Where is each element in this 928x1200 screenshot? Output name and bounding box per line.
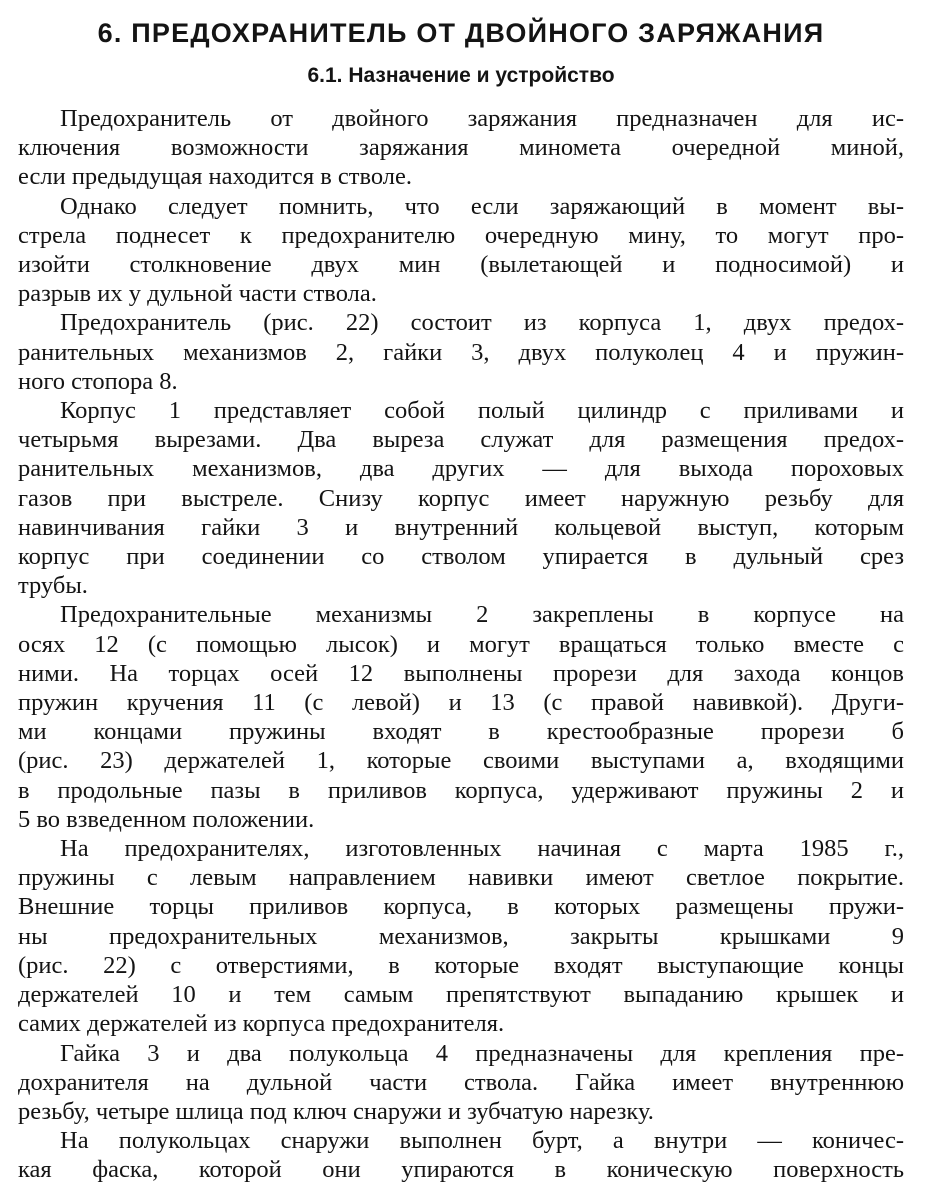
body-text <box>18 104 904 1185</box>
text-line: самих держателей из корпуса предохранителя. <box>18 1010 505 1038</box>
text-line: ранительных механизмов, два других — для выхода пороховых <box>18 455 904 483</box>
paragraph <box>18 600 904 834</box>
text-line: Предохранитель от двойного заряжания предназначен для ис- <box>60 105 904 132</box>
text-line: пружины с левым направлением навивки имеют светлое покрытие. <box>18 864 904 892</box>
text-line: ключения возможности заряжания миномета очередной миной, <box>18 134 904 162</box>
text-line: трубы. <box>18 572 88 600</box>
text-line: На предохранителях, изготовленных начиная с марта 1985 г., <box>60 835 904 863</box>
paragraph <box>18 1126 904 1184</box>
text-line: кая фаска, которой они упираются в коническую поверхность <box>18 1156 904 1184</box>
text-line: ними. На торцах осей 12 выполнены прорези для захода концов <box>18 659 904 687</box>
text-line: 5 во взведенном положении. <box>18 805 315 833</box>
text-line: дохранителя на дульной части ствола. Гайка имеет внутреннюю <box>18 1068 904 1096</box>
text-line: газов при выстреле. Снизу корпус имеет наружную резьбу для <box>18 484 904 512</box>
text-line: изойти столкновение двух мин (вылетающей и подносимой) и <box>18 251 904 279</box>
text-line: держателей 10 и тем самым препятствуют выпаданию крышек и <box>18 981 904 1009</box>
text-line: разрыв их у дульной части ствола. <box>18 280 377 308</box>
text-line: в продольные пазы в приливов корпуса, удерживают пружины 2 и <box>18 776 904 804</box>
text-line: Предохранительные механизмы 2 закреплены в корпусе на <box>60 601 904 629</box>
paragraph <box>18 192 904 309</box>
text-line: четырьмя вырезами. Два выреза служат для размещения предох- <box>18 426 904 454</box>
text-line: (рис. 23) держателей 1, которые своими выступами а, входящими <box>18 747 904 775</box>
text-line: Гайка 3 и два полукольца 4 предназначены для крепления пре- <box>60 1039 904 1067</box>
text-line: резьбу, четыре шлица под ключ снаружи и зубчатую нарезку. <box>18 1097 654 1125</box>
text-line: Внешние торцы приливов корпуса, в которых размещены пружи- <box>18 893 904 921</box>
text-line: Однако следует помнить, что если заряжающий в момент вы- <box>60 192 904 220</box>
paragraph <box>18 308 904 396</box>
text-line: стрела поднесет к предохранителю очередную мину, то могут про- <box>18 221 904 249</box>
text-line: осях 12 (с помощью лысок) и могут вращаться только вместе с <box>18 630 904 658</box>
text-line: корпус при соединении со стволом упирается в дульный срез <box>18 543 904 571</box>
text-line: Корпус 1 представляет собой полый цилиндр с приливами и <box>60 397 904 425</box>
text-line: навинчивания гайки 3 и внутренний кольцевой выступ, которым <box>18 513 904 541</box>
text-line: (рис. 22) с отверстиями, в которые входят выступающие концы <box>18 951 904 979</box>
paragraph <box>18 396 904 600</box>
text-line: ранительных механизмов 2, гайки 3, двух полуколец 4 и пружин- <box>18 338 904 366</box>
text-line: ного стопора 8. <box>18 367 178 395</box>
text-line: пружин кручения 11 (с левой) и 13 (с правой навивкой). Други- <box>18 689 904 717</box>
paragraph <box>18 104 904 192</box>
text-line: если предыдущая находится в стволе. <box>18 163 413 191</box>
section-title: 6. ПРЕДОХРАНИТЕЛЬ ОТ ДВОЙНОГО ЗАРЯЖАНИЯ <box>97 18 825 48</box>
text-line: На полукольцах снаружи выполнен бурт, а внутри — коничес- <box>60 1127 904 1155</box>
subsection-title: 6.1. Назначение и устройство <box>307 64 615 87</box>
text-line: ны предохранительных механизмов, закрыты крышками 9 <box>18 922 904 950</box>
paragraph <box>18 834 904 1038</box>
paragraph <box>18 1039 904 1127</box>
text-line: ми концами пружины входят в крестообразные прорези б <box>18 718 904 746</box>
text-line: Предохранитель (рис. 22) состоит из корпуса 1, двух предох- <box>60 309 904 337</box>
